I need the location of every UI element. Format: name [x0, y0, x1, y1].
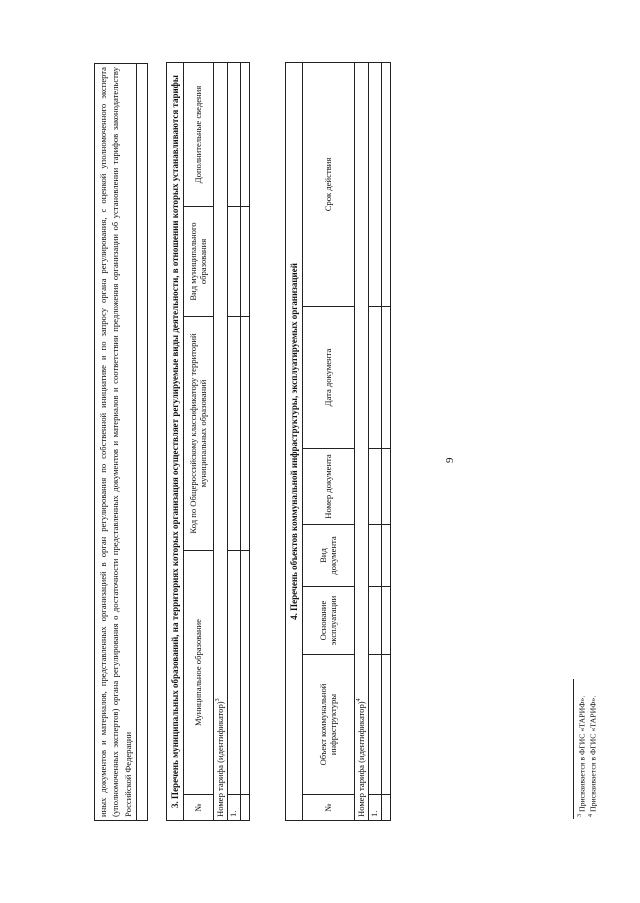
col-additional: Дополнительные сведения — [184, 62, 214, 206]
municipal-table — [166, 62, 250, 821]
col-doc-date: Дата документа — [303, 307, 355, 449]
section-3-title: 3. Перечень муниципальных образований, на территориях которых организация осуществляет регулируемые виды деятельности, в отношении которых устанавливаются тарифы — [167, 62, 184, 820]
empty-row — [137, 64, 148, 821]
continuation-text: иных документов и материалов, представленных организацией в орган регулирования по собственной инициативе и по запросу органа регулирования, с оценкой уполномоченного эксперта (уполномоченных экспертов) органа регулирования о достаточности представленных документов и материалов и соответствии предложения организации об установлении тарифов законодательству Российской Федерации — [95, 64, 137, 821]
col-oktmo: Код по Общероссийскому классификатору территорий муниципальных образований — [184, 317, 214, 551]
col-municipality-type: Вид муниципального образования — [184, 207, 214, 317]
col-basis: Основание эксплуатации — [303, 587, 355, 655]
row-number: 1. — [369, 795, 382, 821]
footnote-3: $^3$ Присваивается в ФГИС «ТАРИФ». — [577, 695, 587, 817]
col-object: Объект коммунальной инфраструктуры — [303, 655, 355, 795]
col-municipality: Муниципальное образование — [184, 551, 214, 795]
col-number: № — [303, 795, 355, 821]
footnote-divider — [573, 679, 574, 819]
row-number: 1. — [228, 795, 241, 821]
infrastructure-table — [285, 62, 391, 821]
col-number: № — [184, 795, 214, 821]
tariff-number-row: Номер тарифа (идентификатор)$^4$ — [355, 62, 369, 820]
col-doc-number: Номер документа — [303, 449, 355, 525]
col-doc-type: Вид документа — [303, 525, 355, 587]
col-validity: Срок действия — [303, 62, 355, 306]
section-4-title: 4. Перечень объектов коммунальной инфраструктуры, эксплуатируемых организацией — [286, 62, 303, 820]
tariff-number-row: Номер тарифа (идентификатор)$^3$ — [214, 62, 228, 820]
continuation-table — [94, 63, 148, 821]
footnote-4: $^4$ Присваивается в ФГИС «ТАРИФ». — [588, 695, 598, 817]
page-number: 9 — [444, 457, 456, 463]
